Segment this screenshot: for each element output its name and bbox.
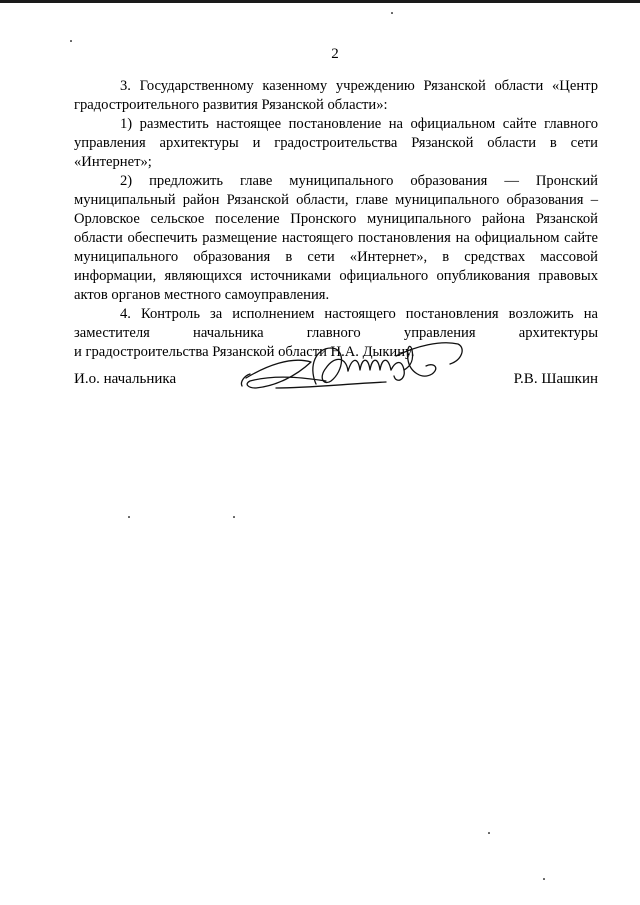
document-body: [74, 77, 598, 362]
paragraph-4-line-2: и градостроительства Рязанской области Н.А. Дыкину.: [74, 344, 415, 360]
page-number: 2: [331, 46, 339, 62]
signer-name: Р.В. Шашкин: [513, 371, 598, 387]
signature-block: [74, 368, 598, 408]
paragraph-3: 3. Государственному казенному учреждению Рязанской области «Центр градостроительного развития Рязанской области»:: [74, 78, 598, 113]
scan-speck: [488, 832, 490, 834]
scan-speck: [70, 40, 72, 42]
scan-speck: [128, 516, 130, 518]
paragraph-3-item-1: 1) разместить настоящее постановление на официальном сайте главного управления архитектуры и градостроительства Рязанской области в сети «Интернет»;: [74, 116, 598, 170]
scan-top-edge: [0, 0, 640, 3]
scan-speck: [233, 516, 235, 518]
paragraph-4-line-1: 4. Контроль за исполнением настоящего постановления возложить на заместителя начальника главного управления архитектуры: [74, 306, 598, 341]
paragraph-3-item-2: 2) предложить главе муниципального образования — Пронский муниципальный район Рязанской области, главе муниципального образования – Орловское сельское поселение Пронского муниципального района Рязанской области обеспечить размещение настоящего постановления на официальном сайте муниципального образования в сети «Интернет», в средствах массовой информации, являющихся источниками официального опубликования правовых актов органов местного самоуправления.: [74, 173, 598, 303]
signer-title: И.о. начальника: [74, 371, 177, 387]
scan-speck: [391, 12, 393, 14]
scan-speck: [543, 878, 545, 880]
